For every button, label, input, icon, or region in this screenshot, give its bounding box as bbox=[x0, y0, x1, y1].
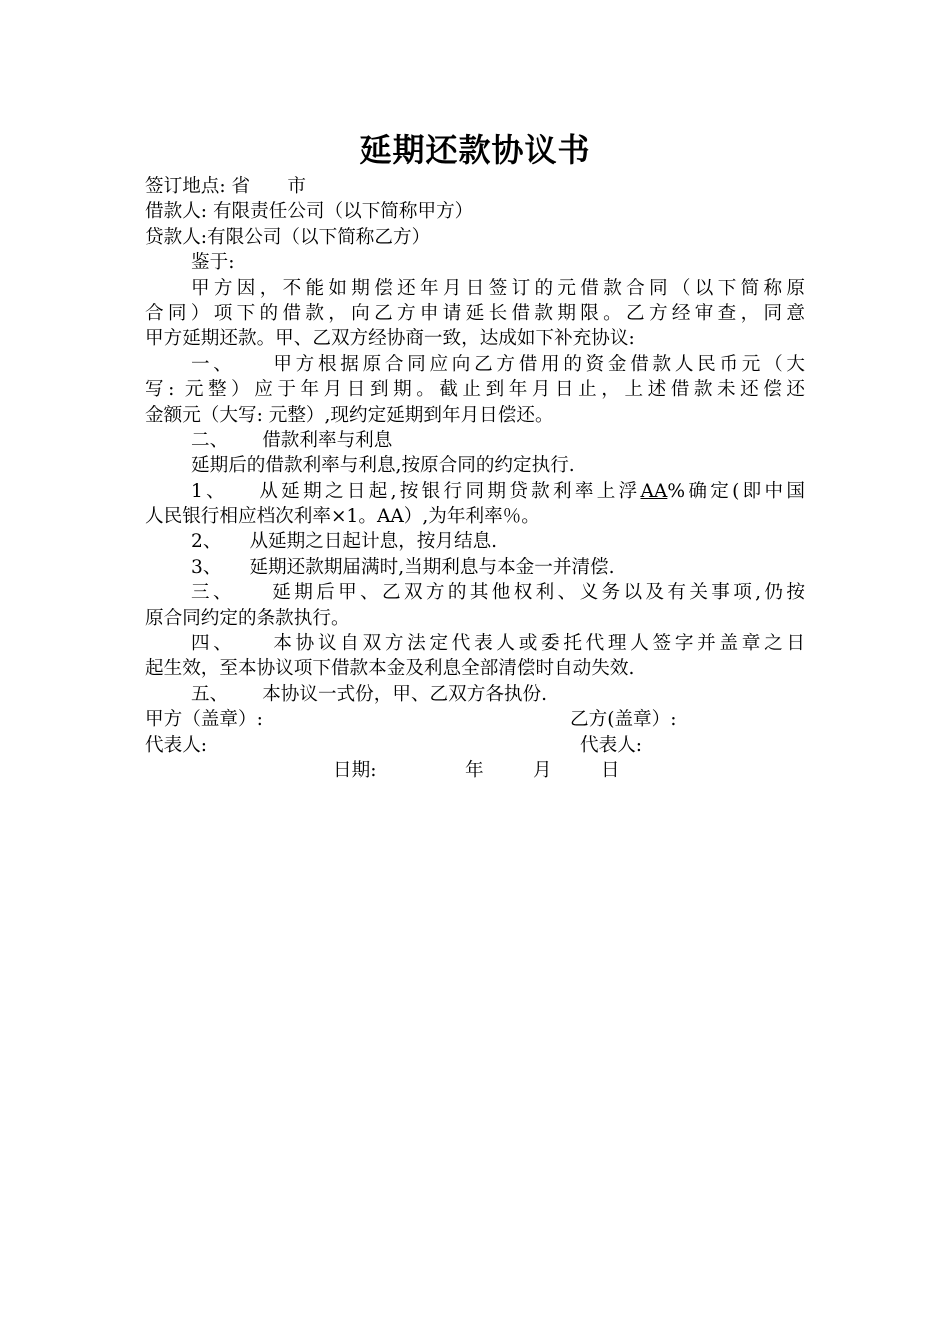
clause-3-text: 延期后甲、乙双方的其他权利、义务以及有关事项,仍按 bbox=[268, 582, 805, 604]
seal-row bbox=[145, 707, 805, 732]
clause-5-number: 五、 bbox=[191, 683, 229, 705]
intro-line-2: 合同）项下的借款，向乙方申请延长借款期限。乙方经审查，同意 bbox=[145, 302, 805, 324]
clause-5-text: 本协议一式份，甲、乙双方各执份. bbox=[262, 683, 548, 705]
clause-1-line-3: 金额元（大写: 元整）,现约定延期到年月日偿还。 bbox=[145, 404, 554, 426]
sub-1-underlined: AA bbox=[640, 480, 668, 502]
party-a-representative-label: 代表人: bbox=[145, 734, 208, 756]
whereas-label: 鉴于: bbox=[191, 252, 235, 274]
clause-3-line-1 bbox=[145, 580, 805, 605]
clause-2-heading bbox=[145, 428, 805, 453]
month-label: 月 bbox=[533, 759, 552, 781]
clause-2-sub-3 bbox=[145, 555, 805, 580]
clause-2-heading-text: 借款利率与利息 bbox=[262, 429, 393, 451]
date-label: 日期: bbox=[333, 759, 377, 781]
signing-location: 签订地点: 省 市 bbox=[145, 176, 306, 197]
clause-4-line-1 bbox=[145, 631, 805, 656]
clause-2-sub-2 bbox=[145, 529, 805, 554]
party-b-seal-label: 乙方(盖章）: bbox=[570, 709, 677, 731]
clause-2-text: 延期后的借款利率与利息,按原合同的约定执行. bbox=[191, 455, 575, 477]
year-label: 年 bbox=[465, 759, 484, 781]
day-label: 日 bbox=[601, 759, 620, 781]
clause-2-sub-1-line-1 bbox=[145, 479, 805, 504]
clause-1-text: 甲方根据原合同应向乙方借用的资金借款人民币元（大 bbox=[269, 353, 805, 375]
clause-5 bbox=[145, 682, 805, 707]
clause-2-number: 二、 bbox=[191, 429, 229, 451]
clause-1-line-2: 写: 元整）应于年月日到期。截止到年月日止，上述借款未还偿还 bbox=[145, 379, 805, 401]
sub-1-pre: 从延期之日起,按银行同期贷款利率上浮 bbox=[256, 480, 641, 502]
document-title: 延期还款协议书 bbox=[359, 131, 591, 169]
party-b-representative-label: 代表人: bbox=[580, 734, 643, 756]
clause-4-line-2: 起生效，至本协议项下借款本金及利息全部清偿时自动失效. bbox=[145, 658, 635, 680]
intro-line-1: 甲方因，不能如期偿还年月日签订的元借款合同（以下简称原 bbox=[191, 277, 805, 299]
representative-row bbox=[145, 733, 805, 758]
intro-line-3: 甲方延期还款。甲、乙双方经协商一致，达成如下补充协议: bbox=[145, 328, 635, 350]
document-body bbox=[145, 174, 805, 783]
date-row bbox=[145, 758, 805, 783]
party-a-seal-label: 甲方（盖章）: bbox=[145, 709, 263, 731]
sub-2-text: 从延期之日起计息，按月结息. bbox=[249, 531, 498, 553]
sub-1-number: 1、 bbox=[191, 480, 229, 502]
clause-3-number: 三、 bbox=[191, 582, 235, 604]
clause-2-sub-1-line-2: 人民银行相应档次利率×1。AA）,为年利率％。 bbox=[145, 506, 540, 528]
sub-3-number: 3、 bbox=[191, 556, 222, 578]
clause-3-line-2: 原合同约定的条款执行。 bbox=[145, 607, 350, 629]
clause-1-line-1 bbox=[145, 352, 805, 377]
sub-3-text: 延期还款期届满时,当期利息与本金一并清偿. bbox=[249, 556, 615, 578]
clause-1-number: 一、 bbox=[191, 353, 236, 375]
borrower-line: 借款人: 有限责任公司（以下简称甲方） bbox=[145, 201, 474, 223]
sub-2-number: 2、 bbox=[191, 531, 222, 553]
clause-4-number: 四、 bbox=[191, 633, 236, 655]
lender-line: 贷款人:有限公司（以下简称乙方） bbox=[145, 226, 431, 248]
clause-4-text: 本协议自双方法定代表人或委托代理人签字并盖章之日 bbox=[269, 633, 805, 655]
sub-1-post: %确定(即中国 bbox=[667, 480, 805, 502]
